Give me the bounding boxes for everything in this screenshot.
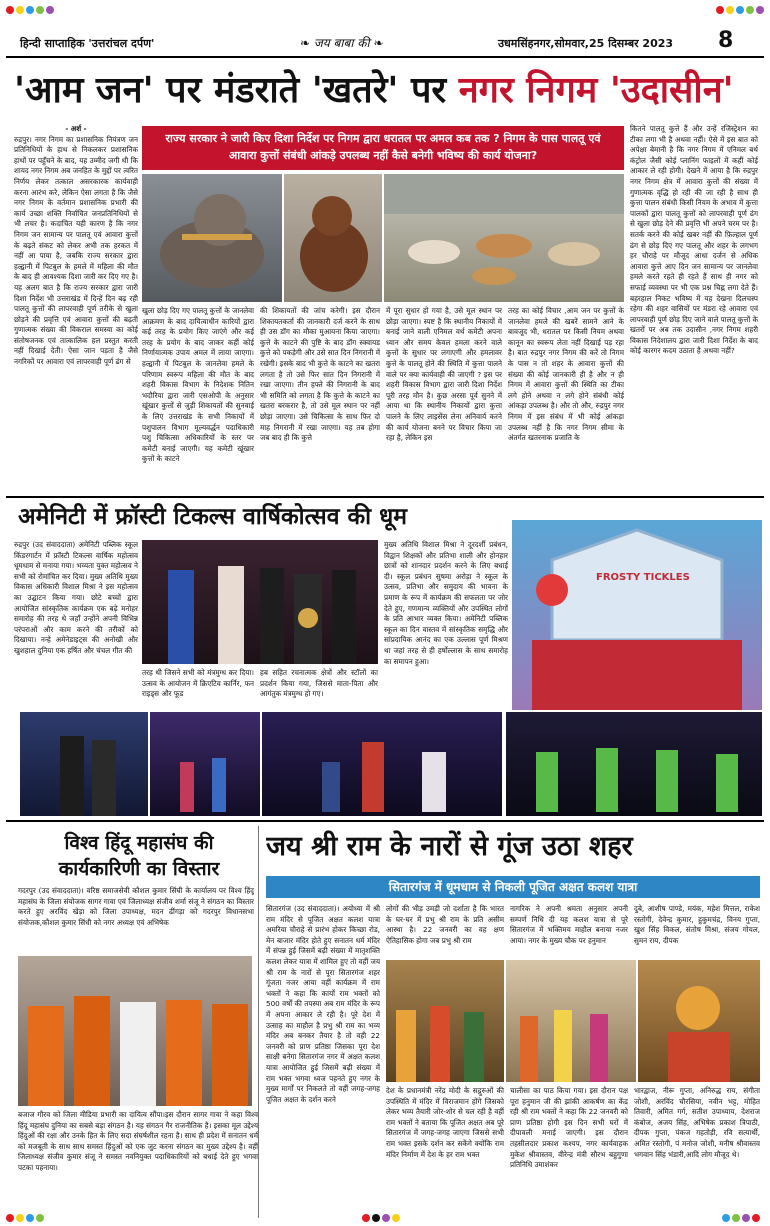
dog-photo-1 xyxy=(142,174,282,302)
dot-2 xyxy=(372,1214,380,1222)
dot-4 xyxy=(746,6,754,14)
masthead-left-title: हिन्दी साप्ताहिक 'उत्तरांचल दर्पण' xyxy=(20,37,155,50)
page-number: 8 xyxy=(718,28,734,53)
story1-col2: खुला छोड़ दिए गए पालतू कुत्तों के जानलेवा आक्रमण के बाद दायित्वाधीन कारियों द्वारा कई तरह के प्रयोग किए जाएंगे और कई तरह के प्रयोग के बाद जाकर कहीं कोई निर्णायात्मक उपाय अमल में लाया जाएगा। हल्द्वानी में पिटबुल के जानलेवा हमले के परिणाम स्वरूप महिला की मौत के बाद शहरी विकास विभाग के निदेशक नितिन भदौरिया द्वारा जारी एसओपी के अनुसार खूंखार कुत्तों से जुड़ी शिकायतों की सुनवाई के लिए उत्तराखंड के सभी निकायों में पशुपालन विभाग मूल्यवर्द्धन पदाधिकारी पशु चिकित्सा अधिकारियों के स्तर पर कमेटी बनाई जाएगी। यह कमेटी खूंखार कुत्तों के काटने xyxy=(142,306,254,464)
strip-photo-1 xyxy=(20,712,148,816)
story4-col3: नागरिक ने अपनी श्रमता अनुसार अपनी सम्पर्ण निधि दी यह कलश यात्रा से पूरे सितारगंज में भक्तिमय माहौल बनाया नजर आया। नगर के मुख्य चौक पर हनुमान xyxy=(510,904,628,945)
story1-col3: की शिकायतों की जांच करेगी। इस दौरान शिकायतकर्ता की जानकारी दर्ज करने के साथ ही उस डॉग का मौका मुआयना किया जाएगा। कुत्ते के काटने की पुष्टि के बाद डॉग स्क्वायड कुत्ते को पकड़ेगी और उसे सात दिन निगरानी में रखेगी। इसके बाद भी कुत्ते के काटने का खतरा लगता है तो उसे फिर सात दिन निगरानी में रखा जाएगा। तीन हफ्ते की निगरानी के बाद भी समिति को लगता है कि कुत्ते के काटने का खतरा बरकरार है, तो उसे मूल स्थान पर नहीं छोड़ा जाएगा। उसे चिकित्सा के साथ फिर दो माह निगरानी में रखा जाएगा। यह तब होगा जब बाद ही कि कुत्ते xyxy=(260,306,380,443)
kids-performance-illustration xyxy=(262,712,502,816)
leaf-ornament-icon: ❧ xyxy=(300,36,314,50)
story1-col6: कितने पालतू कुत्ते हैं और उन्हें रजिस्ट्रेशन का टीका लगा भी है अथवा नहीं। ऐसे में इस बात को अपेक्षा बेमानी है कि नगर निगम में एनिमल बर्थ कंट्रोल जैसी कोई प्लानिंग फाइलों में कहीं कोई आकार ले रही होगी। देखने में आया है कि रुद्रपुर नगर निगम क्षेत्र में आवारा कुत्तों की संख्या में गुणात्मक वृद्धि हो रही की जा रही है साथ ही कुत्ता पालन संबंधी किसी नियम के अभाव में कुत्ता पालकों द्वारा पालतू कुत्तों को लापरवाही पूर्ण ढंग से खुला छोड़ देने की प्रवृत्ति भी अपने चरम पर है। सतर्क करने की कोई खबर नहीं की फ़िल्हाल पूर्ण ढंग से छोड़ दिए गए पालतू और शहर के लगभग हर चौराहे पर मौजूद आधा दर्जन से अधिक आवारा कुत्ते आए दिन जन सामान्य पर जानलेवा हमले करते रहते ही रहते हैं साथ ही नगर को सफाई व्यवस्था पर भी एक प्रश्न चिह्न लगा देते हैं। बहरहाल निकट भविष्य में यह देखना दिलचस्प रहेगा की शहर वासियों पर मंडरा रहे आवारा एवं लापरवाही पूर्ण छोड़ दिए जाने वाले पालतू कुत्तों के खतरों पर अब तक उदासीन ,नगर निगम शहरी विकास निदेशालय द्वारा जारी दिशा निर्देश के बाद कोई कारगर कदम उठाता है अथवा नहीं? xyxy=(630,124,758,356)
story2-headline: अमेनिटी में फ्रॉस्टी टिकल्स वार्षिकोत्सव की धूम xyxy=(18,504,408,530)
story4-col2: लोगों की भीड़ उमड़ी जो दर्शाता है कि भारत के घर-घर में प्रभु श्री राम के प्रति असीम आस्था है। 22 जनवरी का वह क्षण ऐतिहासिक होगा जब प्रभु श्री राम xyxy=(386,904,504,945)
dog-photo-3 xyxy=(384,174,624,302)
dot-4 xyxy=(36,1214,44,1222)
kalash-photo-2 xyxy=(506,960,636,1082)
masthead-dots-right xyxy=(716,6,764,14)
dot-2 xyxy=(732,1214,740,1222)
stage-illustration xyxy=(512,520,762,710)
dot-5 xyxy=(46,6,54,14)
kalash-photo-3 xyxy=(638,960,760,1082)
dot-1 xyxy=(362,1214,370,1222)
dot-5 xyxy=(756,6,764,14)
story1-col5: तरह का कोई विचार ,आम जन पर कुत्तों के जानलेवा हमले की खबरें सामने आने के बावजूद भी, धरातल पर किसी नियम अथवा कानून का स्वरूप लेता नहीं दिखाई पड़ रहा है। बात रुद्रपुर नगर निगम की करें तो निगम के पास न तो शहर के आवारा कुत्तों की संख्या की कोई जानकारी ही है और न ही निगम में आवारा कुत्तों की स्थिति का टीका लगे होने अथवा न लगे होने संबंधी कोई आंकड़ा उपलब्ध है। और तो और, रुद्रपुर नगर निगम में इस संबंध में भी कोई आंकड़ा उपलब्ध नहीं है कि नगर निगम सीमा के अंतर्गत खतरनाक प्रजाति के xyxy=(508,306,624,443)
kalash-photo-1 xyxy=(386,960,504,1082)
footer-dots-center xyxy=(362,1214,400,1222)
story2-bottom-rule xyxy=(6,820,764,822)
story1-banner xyxy=(142,126,624,170)
story4-headline: जय श्री राम के नारों से गूंज उठा शहर xyxy=(266,831,633,862)
story1-byline: - अर्श - xyxy=(65,124,87,133)
story1-headline-red: नगर निगम 'उदासीन' xyxy=(458,70,734,111)
story4-col4b: भारद्वाज, नीरू गुप्ता, अनिरुद्ध राय, संगीता जोशी, अरविंद चौरसिया, नवीन भट्ट, मोहित तिवारी, अमित गर्ग, सतीश उपाध्याय, देशराज कंबोज, अजय सिंह, अभिषेक प्रकाश त्रिपाठी, दीपक गुप्ता, पंकज गहतोड़ी, रवि सत्यार्थी, अमित रस्तोगी, पं मनोज जोशी, मनीष श्रीवास्तव भगवान सिंह भंडारी,आदि लोग मौजूद थे। xyxy=(634,1086,760,1159)
story3-lead: गदरपुर (उद संवाददाता)। वरिष्ठ समाजसेवी कौशल कुमार सिंघी के कार्यालय पर विश्व हिंदू महासंघ के जिला संयोजक सागर गावा एवं जिलाध्यक्ष संजीव शर्मा संजू ने संगठन का विस्तार करते हुए अरविंद खेड़ा को जिला उपाध्यक्ष, मदन ढींगड़ा को गदरपुर विधानसभा संयोजक,कौशल कुमार सिंधी को नगर अध्यक्ष एवं अभिषेक xyxy=(18,886,254,927)
group-illustration xyxy=(18,956,252,1106)
story1-col4: में पूरा सुधार हो गया है, उसे मूल स्थान पर छोड़ा जाएगा। स्पष्ट है कि स्थानीय निकायों में बनाई जाने वाली एनिमल वर्थ कमेटी अपना ध्यान और समय केवल हमला करने वाले कुत्तों के सुधार पर लगाएगी और हमलावर कुत्ते के पालतू होने की स्थिति में कुत्ता पालने वाले पर क्या कार्यवाही की जाएगी ? इस पर शहरी विकास विभाग द्वारा जारी दिशा निर्देश पूरी तरह मौन है। कुछ अरसा पूर्व सुनने में आया था कि स्थानीय निकायों द्वारा कुत्ता पालने के लिए लाइसेंस लेना अनिवार्य करने की कार्य योजना बनने पर विचार किया जा रहा है, लेकिन इस xyxy=(386,306,502,443)
leaf-ornament-icon: ❧ xyxy=(369,36,384,50)
masthead-date: उधमसिंहनगर,सोमवार,25 दिसम्बर 2023 xyxy=(498,37,674,50)
story2-col3: हब सहित रचनात्मक क्षेत्रों और स्टॉलों का प्रदर्शन किया गया, जिससे माता-पिता और आगंतुक मंत्रमुग्ध हो गए। xyxy=(260,668,378,699)
dot-3 xyxy=(26,1214,34,1222)
story3-bottom: बजाज गौरव को जिला मीडिया प्रभारी का दायित्व सौंपा।इस दौरान सागर गावा ने कहा विश्व हिंदू महासंघ दुनिया का सबसे बड़ा संगठन है। यह संगठन गैर राजनीतिक है। इसका मूल उद्देश्य हिंदुओं की रक्षा और उनके हित के लिए सदा संघर्षशील रहना है। साथ ही प्रदेश में सनातन धर्म को मजबूती के साथ साथ समस्त हिंदुओं को एक जुट करना संगठन का मुख्य उद्देश्य है। वहीं जिलाध्यक्ष संजीव कुमार संजू ने समस्त नवनियुक्त पदाधिकारियों को बधाई देते हुए भगवा पटका पहनाया। xyxy=(18,1110,258,1172)
procession-illustration xyxy=(506,960,636,1082)
dot-1 xyxy=(6,6,14,14)
footer-dots-left xyxy=(6,1214,44,1222)
dot-3 xyxy=(736,6,744,14)
story3-headline: विश्व हिंदू महासंघ की कार्यकारिणी का विस्तार xyxy=(58,832,220,880)
strip-photo-3 xyxy=(262,712,502,816)
dog-illustration xyxy=(142,174,282,302)
story1-banner-text: राज्य सरकार ने जारी किए दिशा निर्देश पर निगम द्वारा धरातल पर अमल कब तक ? निगम के पास पालतू एवं आवारा कुत्तों संबंधी आंकड़े उपलब्ध नहीं कैसे बनेगी भविष्य की कार्य योजना? xyxy=(165,132,601,162)
crowd-illustration xyxy=(386,960,504,1082)
story4-col4: दुबे, आशीष पाण्डे, मयंक, महेश मित्तल, राकेश रस्तोगी, देवेन्द्र कुमार, हुकुमचंद्र, विनय गुप्ता, खुश सिंह विकल, संतोष मिश्रा, संजय गोयल, सुमन राय, दीपक xyxy=(634,904,760,945)
dot-3 xyxy=(742,1214,750,1222)
story2-col1: रुद्रपुर (उद संवाददाता) अमेनिटी पब्लिक स्कूल किंडरगार्टन में फ्रॉस्टी टिकल्स वार्षिक महोत्सव धूमधाम से मनाया गया। भव्यता युक्त महोत्सव ने सभी को रोमांचित कर दिया। मुख्य अतिथि मुख्य विकास अधिकारी विशाल मिश्रा ने इस महोत्सव का उद्घाटन किया गया। छोटे बच्चों द्वारा आयोजित सांस्कृतिक कार्यक्रम एक बढ़े मनोहर समारोह की तरह थे जहाँ उन्होंने अपनी विभिन्न परंपराओं और काम करने की तरीकों को दिखाया। नन्हे अमेनेडाइट्स की अनोखी और खुशहाल दुनिया एक हर्षित और चंचल गीत की xyxy=(14,540,138,655)
ceremony-illustration xyxy=(142,540,378,664)
story4-col2b: देश के प्रधानमंत्री नरेंद्र मोदी के सद्गुरुओं की उपस्थिति में मंदिर में विराजमान होंगे जिसको लेकर भव्य तैयारी जोर-शोर से चल रही है वहीं राम भक्तों ने बताया कि पूजित अक्षत अब पूरे सितारगंज में जगह-जगह जाएगा जिससे सभी राम भक्त इसके दर्शन कर सकेंगे क्योंकि राम मंदिर निर्माण में देश के हर राम भक्त xyxy=(386,1086,504,1159)
dogs-street-illustration xyxy=(384,174,624,302)
dot-2 xyxy=(16,6,24,14)
dot-4 xyxy=(392,1214,400,1222)
story4-col1: सितारगंज (उद संवाददाता)। अयोध्या में श्री राम मंदिर से पूजित अक्षत कलश यात्रा अमरिया चौराहे से प्रारंभ होकर किच्छा रोड, मेन बाजार मंदिर होते हुए सनातन धर्म मंदिर में संपन्न हुई जिसमें बढ़ी संख्या में मातृशक्ति कलश लेकर यात्रा में शामिल हुए तो वहीं जय श्री राम के नारों से पूरा सितारगंज शहर गूंजता नजर आया वहीं कार्यक्रम में राम भक्तों ने कहा कि कार्यो राम भक्तों को 500 वर्षों की तपस्या अब राम मंदिर के रूप में अपना आकार ले रही है। पूरे देश में उत्साह का माहौल है प्रभु श्री राम का भव्य मंदिर अब बनकर तैयार है तो वही 22 जनवरी को प्राण प्रतिष्ठा जिसका पूरा देश साक्षी बनेगा सितारगंज नगर में अक्षत कलश यात्रा आयोजित हुई जिसमें बढ़ी संख्या में राम भक्त भगवा ध्वज पहनते हुए नगर के मुख्य मार्गों पर निकलते तो वहीं जगह-जगह पूजित अक्षत के दर्शन करने xyxy=(266,904,380,1104)
masthead-dots-left xyxy=(6,6,54,14)
dot-4 xyxy=(36,6,44,14)
strip-photo-4 xyxy=(506,712,762,816)
dot-3 xyxy=(382,1214,390,1222)
ceremony-photo xyxy=(142,540,378,664)
story4-col3b: चालीसा का पाठ किया गया। इस दौरान पक्ष पूरा हनुमान जी की झांकी आकर्षण का केंद्र रही श्री राम भक्तों ने कहा कि 22 जनवरी को प्राण प्रतिष्ठा होगी इस दिन सभी घरों में दीपावली मनाई जाएगी। इस दौरान तहसीलदार प्रकाश कश्यप, नगर कार्यवाहक मुकेश श्रीवास्तव, वीरेन्द्र मंत्री सौरभ बहुगुणा प्रतिनिधि उमाशंकर xyxy=(510,1086,628,1170)
dot-2 xyxy=(16,1214,24,1222)
mahasangh-photo xyxy=(18,956,252,1106)
strip-photo-2 xyxy=(150,712,260,816)
dance-illustration xyxy=(150,712,260,816)
dog-illustration xyxy=(284,174,382,302)
award-illustration xyxy=(20,712,148,816)
story2-col4: मुख्य अतिथि विशाल मिश्रा ने दूरदर्शी प्रबंधन, विद्वान शिक्षकों और प्रतिभा शाली और होनहार छात्रों को शानदार प्रदर्शन करने के लिए बधाई दी। स्कूल प्रबंधन सुषमा अरोड़ा ने स्कूल के उत्सव, प्रतिभा और समुदाय की भावना के प्रमाण के रूप में कार्यक्रम की सफलता पर जोर देते हुए, गणमान्य व्यक्तियों और उपस्थित लोगों के प्रति आभार व्यक्त किया। अमेनिटी पब्लिक स्कूल का दिन वास्तव में सांस्कृतिक समृद्धि और सांप्रदायिक आनंद का एक उल्लास पूर्ण मिश्रण था जहां तरह से ही हर्षोल्लास के साथ समारोह का समापन हुआ। xyxy=(384,540,508,666)
dot-1 xyxy=(722,1214,730,1222)
dot-3 xyxy=(26,6,34,14)
story1-headline-black: 'आम जन' पर मंडराते 'खतरे' पर xyxy=(14,70,447,111)
stage-sign: FROSTY TICKLES xyxy=(596,572,690,583)
masthead-center-text: जय बाबा की xyxy=(313,36,370,50)
dot-1 xyxy=(6,1214,14,1222)
story1-bottom-rule xyxy=(6,496,764,498)
footer-dots-right xyxy=(722,1214,760,1222)
green-costume-illustration xyxy=(506,712,762,816)
dot-1 xyxy=(716,6,724,14)
masthead-rule xyxy=(6,56,764,58)
tableau-illustration xyxy=(638,960,760,1082)
story-divider xyxy=(258,826,259,1218)
story2-col2: तरह थी जिसने सभी को मंत्रमुग्ध कर दिया। उत्सव के आयोजन में क्रिएटिव कार्निर, फन राइड्स और फूड xyxy=(142,668,254,699)
dog-photo-2 xyxy=(284,174,382,302)
story4-subhead: सितारगंज में धूमधाम से निकली पूजित अक्षत कलश यात्रा xyxy=(266,876,760,898)
masthead-center-title xyxy=(300,34,384,51)
story1-col1 xyxy=(14,124,138,524)
dot-4 xyxy=(752,1214,760,1222)
dot-2 xyxy=(726,6,734,14)
story1-col1-text: रुद्रपुर। नगर निगम का प्रशासनिक नियंत्रण जन प्रतिनिधियों के हाथ से निकलकर प्रशासनिक हाथों पर पहुँचने के बाद, यह उम्मीद जगी थी कि शायद नगर निगम अब जनहित के मुद्दों पर त्वरित निर्णय लेकर तत्काल असरकारक कार्यवाही करना आरंभ करे, लेकिन ऐसा लगता है कि जैसे नगर निगम के वर्तमान प्रशासनिक प्रभारी की कार्य उच्छा शक्ति निर्वाचित जनप्रतिनिधियों से भी लचर है। कदाचित यही कारण है कि नगर निगम जन सामान्य पर पालतू एवं आवारा कुत्तों के बढ़ते संकट को लेकर अभी तक हरकत में नहीं आ पाया है, जबकि राज्य सरकार द्वारा हल्द्वानी में पिटबुल के हमले में महिला की मौत के बाद ही आवश्यक दिशा जारी कर दिए गए है। यह अलग बात है कि राज्य सरकार द्वारा जारी दिशा निर्देश भी उत्तराखंड में दिन्हें दिन बढ़ रही पालतू कुत्तों की लापरवाही पूर्ण तरीके से खुला छोड़ने की प्रवृत्ति एवं आवारा कुत्तों की बढ़ती गुणात्मक संख्या की विकराल समस्या का कोई संतोषजनक एवं तात्कालिक हल प्रस्तुत करती नहीं दिखाई देती। ऐसा जान पड़ता है जैसे नगरिकों पर आवारा एवं लापरवाही पूर्ण ढंग से xyxy=(14,134,138,367)
stage-photo xyxy=(512,520,762,710)
story1-headline xyxy=(14,62,756,120)
